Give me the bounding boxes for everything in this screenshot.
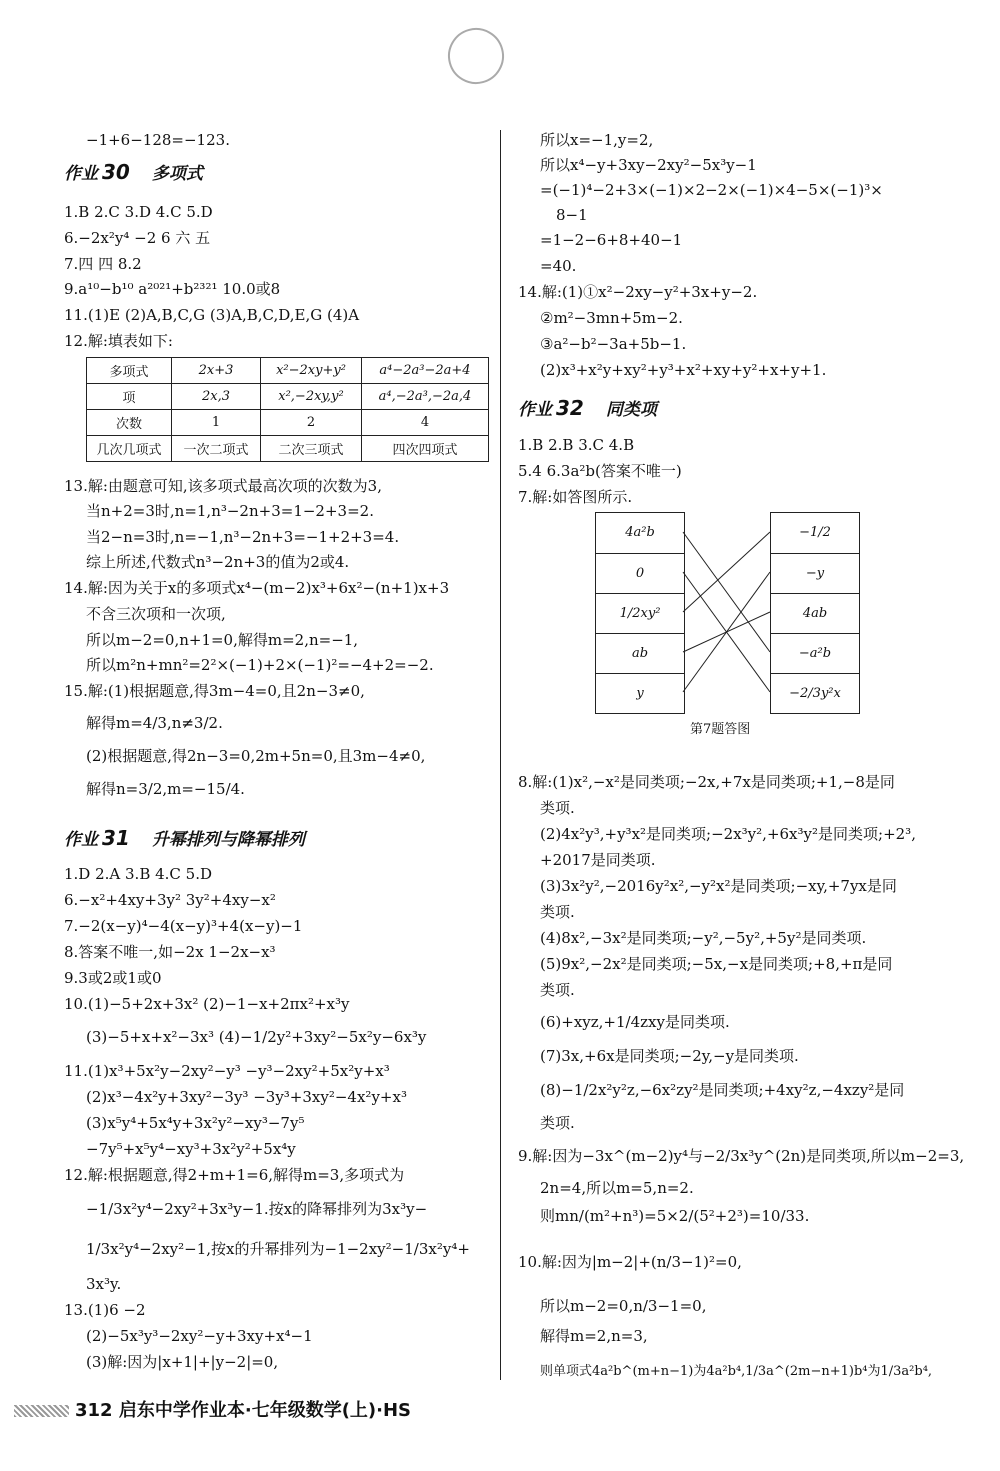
- text-line: (6)+xyz,+1/4zxy是同类项.: [540, 1013, 730, 1031]
- text-line: −1+6−128=−123.: [86, 131, 230, 149]
- diagram-left-item: 0: [596, 553, 684, 593]
- page-footer: [14, 1396, 411, 1422]
- connector-line: [683, 532, 770, 612]
- text-line: 14.解:因为关于x的多项式x⁴−(m−2)x³+6x²−(n+1)x+3: [64, 579, 450, 597]
- text-line: (2)x³+x²y+xy²+y³+x²+xy+y²+x+y+1.: [540, 361, 827, 379]
- text-line: (2)−5x³y³−2xy²−y+3xy+x⁴−1: [86, 1327, 313, 1345]
- text-line: (2)4x²y³,+y³x²是同类项;−2x³y²,+6x³y²是同类项;+2³,: [540, 825, 916, 843]
- text-line: (4)8x²,−3x²是同类项;−y²,−5y²,+5y²是同类项.: [540, 929, 867, 947]
- text-line: 8.答案不唯一,如−2x 1−2x−x³: [64, 943, 276, 961]
- heading-title: 升幂排列与降幂排列: [151, 830, 305, 850]
- heading-label: 作业: [518, 400, 552, 420]
- table-cell: 多项式: [87, 358, 172, 384]
- text-line: 解得m=2,n=3,: [540, 1327, 648, 1345]
- text-line: (3)3x²y²,−2016y²x²,−y²x²是同类项;−xy,+7yx是同: [540, 877, 897, 895]
- text-line: 所以m−2=0,n/3−1=0,: [540, 1297, 707, 1315]
- heading-number: 31: [102, 826, 130, 850]
- table-cell: 2x+3: [172, 358, 261, 384]
- heading-label: 作业: [64, 164, 98, 184]
- diagram-right-item: −a²b: [771, 633, 859, 673]
- text-line: 7.−2(x−y)⁴−4(x−y)³+4(x−y)−1: [64, 917, 303, 935]
- text-line: 1/3x²y⁴−2xy²−1,按x的升幂排列为−1−2xy²−1/3x²y⁴+: [86, 1240, 470, 1258]
- footer-pattern: [14, 1405, 69, 1417]
- table-cell: 四次四项式: [362, 436, 489, 462]
- text-line: 类项.: [540, 799, 575, 817]
- text-line: (2)根据题意,得2n−3=0,2m+5n=0,且3m−4≠0,: [86, 747, 426, 765]
- text-line: ③a²−b²−3a+5b−1.: [540, 335, 687, 353]
- text-line: 类项.: [540, 1114, 575, 1132]
- text-line: 所以x=−1,y=2,: [540, 131, 654, 149]
- text-line: 1.D 2.A 3.B 4.C 5.D: [64, 865, 213, 883]
- diagram-right-item: −1/2: [799, 525, 831, 540]
- heading-label: 作业: [64, 830, 98, 850]
- diagram-right-item: 4ab: [771, 593, 859, 633]
- table-cell: 1: [172, 410, 261, 436]
- text-line: 不含三次项和一次项,: [86, 605, 226, 623]
- table-cell: 一次二项式: [172, 436, 261, 462]
- diagram-caption: 第7题答图: [690, 722, 751, 737]
- text-line: 3x³y.: [86, 1275, 122, 1293]
- text-line: 所以m−2=0,n+1=0,解得m=2,n=−1,: [86, 631, 359, 649]
- text-line: 12.解:根据题意,得2+m+1=6,解得m=3,多项式为: [64, 1166, 405, 1184]
- table-cell: 项: [87, 384, 172, 410]
- table-cell: x²−2xy+y²: [261, 358, 362, 384]
- diagram-left-item: 4a²b: [625, 525, 655, 540]
- text-line: 当n+2=3时,n=1,n³−2n+3=1−2+3=2.: [86, 502, 374, 520]
- text-line: 2n=4,所以m=5,n=2.: [540, 1179, 694, 1197]
- text-line: =1−2−6+8+40−1: [540, 231, 683, 249]
- table-cell: x²,−2xy,y²: [261, 384, 362, 410]
- text-line: 13.解:由题意可知,该多项式最高次项的次数为3,: [64, 477, 382, 495]
- text-line: 12.解:填表如下:: [64, 332, 173, 350]
- text-line: −1/3x²y⁴−2xy²+3x³y−1.按x的降幂排列为3x³y−: [86, 1200, 428, 1218]
- text-line: =(−1)⁴−2+3×(−1)×2−2×(−1)×4−5×(−1)³×: [540, 181, 883, 199]
- diagram-left-item: 1/2xy²: [596, 593, 684, 633]
- diagram-right-item: −y: [771, 553, 859, 593]
- table-cell: 2: [261, 410, 362, 436]
- table-cell: a⁴,−2a³,−2a,4: [362, 384, 489, 410]
- text-line: 13.(1)6 −2: [64, 1301, 146, 1319]
- table-cell: a⁴−2a³−2a+4: [362, 358, 489, 384]
- text-line: 6.−2x²y⁴ −2 6 六 五: [64, 229, 211, 247]
- text-line: 15.解:(1)根据题意,得3m−4=0,且2n−3≠0,: [64, 682, 365, 700]
- text-line: (3)−5+x+x²−3x³ (4)−1/2y²+3xy²−5x²y−6x³y: [86, 1028, 427, 1046]
- heading-title: 同类项: [605, 400, 657, 420]
- book-title: 启东中学作业本·七年级数学(上)·HS: [118, 1400, 412, 1421]
- text-line: 解得n=3/2,m=−15/4.: [86, 780, 245, 798]
- text-line: (2)x³−4x²y+3xy²−3y³ −3y³+3xy²−4x²y+x³: [86, 1088, 407, 1106]
- table-cell: 4: [362, 410, 489, 436]
- table-cell: 二次三项式: [261, 436, 362, 462]
- text-line: 所以m²n+mn²=2²×(−1)+2×(−1)²=−4+2=−2.: [86, 656, 434, 674]
- diagram-right-item: −2/3y²x: [771, 673, 859, 713]
- text-line: 11.(1)E (2)A,B,C,G (3)A,B,C,D,E,G (4)A: [64, 306, 360, 324]
- connector-line: [683, 532, 770, 652]
- text-line: 11.(1)x³+5x²y−2xy²−y³ −y³−2xy²+5x²y+x³: [64, 1062, 390, 1080]
- text-line: 9.3或2或1或0: [64, 969, 162, 987]
- text-line: 当2−n=3时,n=−1,n³−2n+3=−1+2+3=4.: [86, 528, 400, 546]
- heading-number: 32: [556, 396, 584, 420]
- text-line: (3)解:因为|x+1|+|y−2|=0,: [86, 1353, 279, 1371]
- heading-number: 30: [102, 160, 130, 184]
- text-line: 1.B 2.B 3.C 4.B: [518, 436, 635, 454]
- text-line: 类项.: [540, 981, 575, 999]
- table-cell: 次数: [87, 410, 172, 436]
- text-line: 8−1: [556, 206, 588, 224]
- diagram-left-item: y: [596, 673, 684, 713]
- text-line: ②m²−3mn+5m−2.: [540, 309, 683, 327]
- text-line: (8)−1/2x²y²z,−6x²zy²是同类项;+4xy²z,−4xzy²是同: [540, 1081, 905, 1099]
- section-heading-31: [64, 828, 305, 850]
- text-line: =40.: [540, 257, 577, 275]
- table-cell: 几次几项式: [87, 436, 172, 462]
- page-number: 312: [75, 1400, 113, 1421]
- text-line: 所以x⁴−y+3xy−2xy²−5x³y−1: [540, 156, 757, 174]
- text-line: 10.(1)−5+2x+3x² (2)−1−x+2πx²+x³y: [64, 995, 350, 1013]
- text-line: 9.解:因为−3x^(m−2)y⁴与−2/3x³y^(2n)是同类项,所以m−2=3,: [518, 1147, 965, 1165]
- text-line: 解得m=4/3,n≠3/2.: [86, 714, 223, 732]
- text-line: 类项.: [540, 903, 575, 921]
- text-line: 7.四 四 8.2: [64, 255, 142, 273]
- text-line: 5.4 6.3a²b(答案不唯一): [518, 462, 682, 480]
- text-line: +2017是同类项.: [540, 851, 656, 869]
- text-line: 则mn/(m²+n³)=5×2/(5²+2³)=10/33.: [540, 1207, 810, 1225]
- text-line: 14.解:(1)①x²−2xy−y²+3x+y−2.: [518, 283, 758, 301]
- text-line: −7y⁵+x⁵y⁴−xy³+3x²y²+5x⁴y: [86, 1140, 296, 1158]
- text-line: (7)3x,+6x是同类项;−2y,−y是同类项.: [540, 1047, 799, 1065]
- text-line: (3)x⁵y⁴+5x⁴y+3x²y²−xy³−7y⁵: [86, 1114, 305, 1132]
- text-line: 则单项式4a²b^(m+n−1)为4a²b⁴,1/3a^(2m−n+1)b⁴为1/3a²b⁴,: [540, 1364, 933, 1379]
- text-line: 8.解:(1)x²,−x²是同类项;−2x,+7x是同类项;+1,−8是同: [518, 773, 895, 791]
- text-line: 9.a¹⁰−b¹⁰ a²⁰²¹+b²³²¹ 10.0或8: [64, 280, 281, 298]
- table-cell: 2x,3: [172, 384, 261, 410]
- text-line: 1.B 2.C 3.D 4.C 5.D: [64, 203, 213, 221]
- diagram-left-item: ab: [596, 633, 684, 673]
- text-line: 10.解:因为|m−2|+(n/3−1)²=0,: [518, 1253, 742, 1271]
- text-line: 综上所述,代数式n³−2n+3的值为2或4.: [86, 553, 350, 571]
- heading-title: 多项式: [151, 164, 203, 184]
- text-line: 7.解:如答图所示.: [518, 488, 633, 506]
- text-line: (5)9x²,−2x²是同类项;−5x,−x是同类项;+8,+π是同: [540, 955, 893, 973]
- text-line: 6.−x²+4xy+3y² 3y²+4xy−x²: [64, 891, 276, 909]
